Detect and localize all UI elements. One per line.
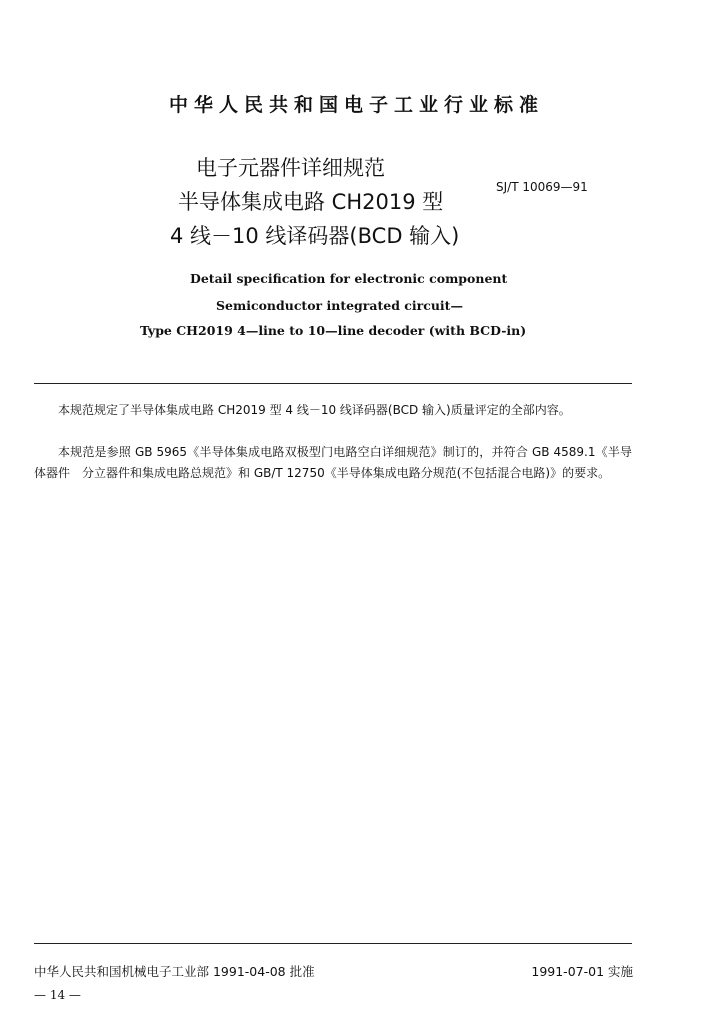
approval-statement: 中华人民共和国机械电子工业部 1991-04-08 批准 bbox=[34, 964, 315, 979]
title-en-line1: Detail specification for electronic component bbox=[190, 271, 508, 286]
title-cn-line1: 电子元器件详细规范 bbox=[196, 156, 385, 180]
effective-date: 1991-07-01 实施 bbox=[531, 964, 633, 979]
title-en-line3: Type CH2019 4—line to 10—line decoder (with BCD-in) bbox=[140, 323, 527, 338]
body-paragraph-references: 本规范是参照 GB 5965《半导体集成电路双极型门电路空白详细规范》制订的，并符合 GB 4589.1《半导体器件 分立器件和集成电路总规范》和 GB/T 12750《半导体集成电路分规范(不包括混合电路)》的要求。 bbox=[34, 445, 632, 480]
body-paragraph-scope: 本规范规定了半导体集成电路 CH2019 型 4 线－10 线译码器(BCD 输入)质量评定的全部内容。 bbox=[58, 403, 571, 417]
top-divider bbox=[34, 383, 632, 384]
standard-category-heading: 中华人民共和国电子工业行业标准 bbox=[168, 94, 544, 116]
bottom-divider bbox=[34, 943, 632, 944]
page-number: — 14 — bbox=[34, 988, 81, 1002]
standard-number: SJ/T 10069—91 bbox=[496, 180, 588, 194]
title-en-line2: Semiconductor integrated circuit— bbox=[216, 298, 463, 313]
title-cn-line3: 4 线－10 线译码器(BCD 输入) bbox=[170, 224, 460, 248]
title-cn-line2: 半导体集成电路 CH2019 型 bbox=[178, 190, 444, 214]
